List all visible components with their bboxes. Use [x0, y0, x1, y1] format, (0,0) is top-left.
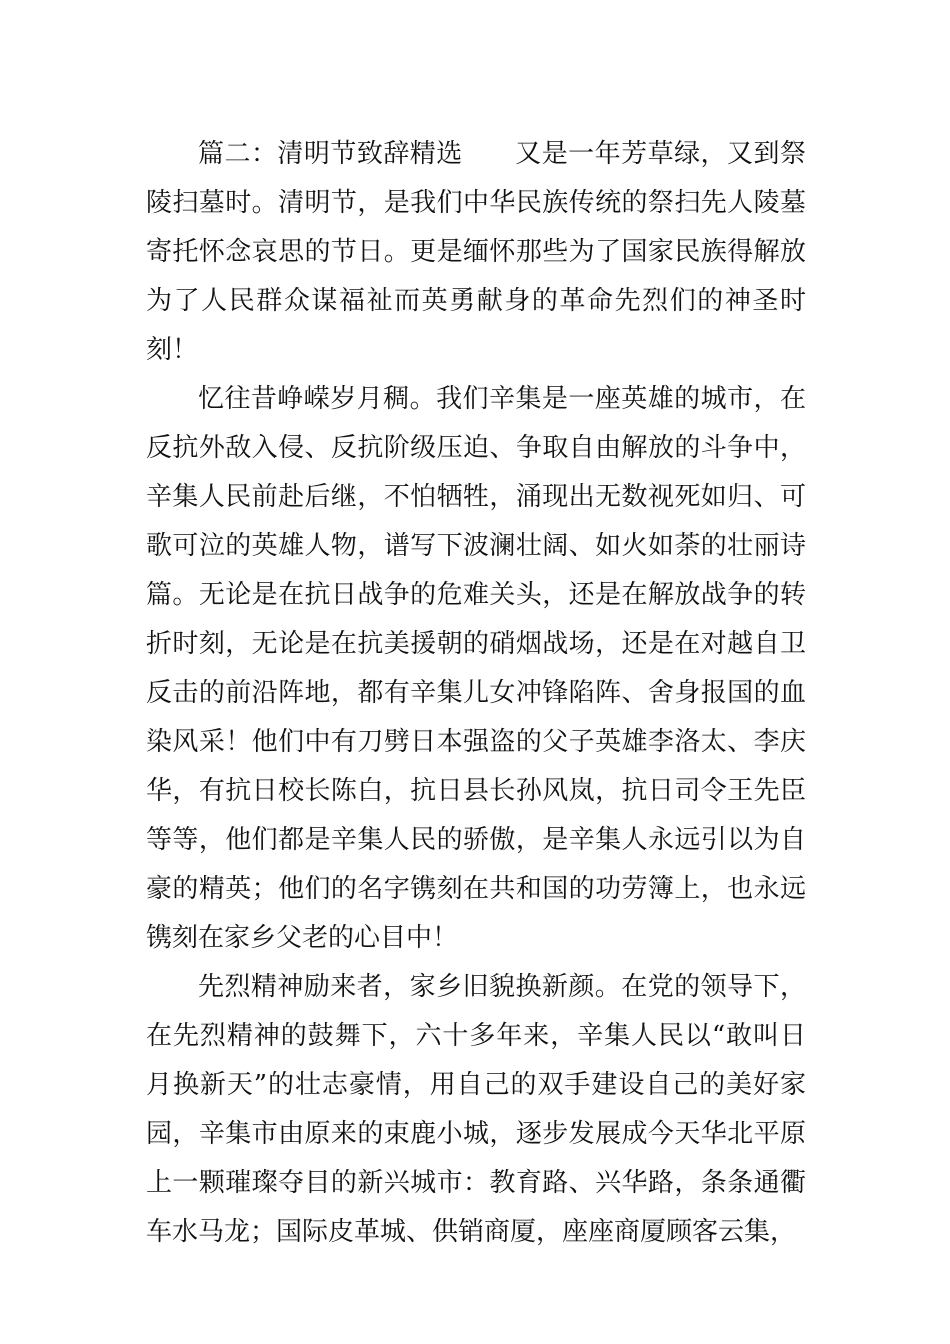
paragraph-1 — [146, 130, 806, 375]
paragraph-3: 先烈精神励来者，家乡旧貌换新颜。在党的领导下，在先烈精神的鼓舞下，六十多年来，辛集人民以“敢叫日月换新天”的壮志豪情，用自己的双手建设自己的美好家园，辛集市由原来的束鹿小城，逐步发展成今天华北平原上一颗璀璨夺目的新兴城市：教育路、兴华路，条条通衢车水马龙；国际皮革城、供销商厦，座座商厦顾客云集， — [146, 972, 806, 1247]
paragraph-1-text: 又是一年芳草绿，又到祭陵扫墓时。清明节，是我们中华民族传统的祭扫先人陵墓寄托怀念哀思的节日。更是缅怀那些为了国家民族得解放为了人民群众谋福祉而英勇献身的革命先烈们的神圣时刻！ — [146, 139, 806, 365]
document-body — [146, 130, 806, 1257]
paragraph-2: 忆往昔峥嵘岁月稠。我们辛集是一座英雄的城市，在反抗外敌入侵、反抗阶级压迫、争取自由解放的斗争中，辛集人民前赴后继，不怕牺牲，涌现出无数视死如归、可歌可泣的英雄人物，谱写下波澜壮阔、如火如荼的壮丽诗篇。无论是在抗日战争的危难关头，还是在解放战争的转折时刻，无论是在抗美援朝的硝烟战场，还是在对越自卫反击的前沿阵地，都有辛集儿女冲锋陷阵、舍身报国的血染风采！他们中有刀劈日本强盗的父子英雄李洛太、李庆华，有抗日校长陈白，抗日县长孙风岚，抗日司令王先臣等等，他们都是辛集人民的骄傲，是辛集人永远引以为自豪的精英；他们的名字镌刻在共和国的功劳簿上，也永远镌刻在家乡父老的心目中！ — [146, 384, 806, 953]
document-heading: 篇二：清明节致辞精选 — [198, 139, 463, 169]
